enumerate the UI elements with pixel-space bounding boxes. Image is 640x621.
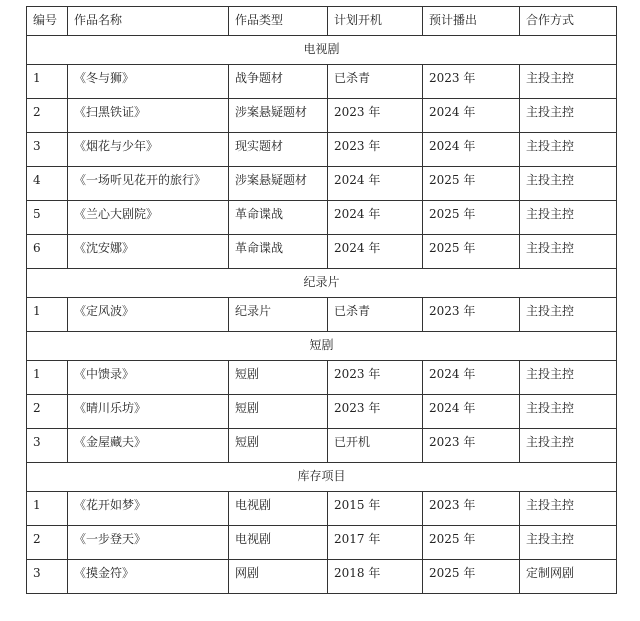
section-header-row (27, 463, 617, 492)
cooperation-cell: 主投主控 (520, 526, 617, 560)
cooperation-cell: 定制网剧 (520, 560, 617, 594)
expected-broadcast-cell: 2025 年 (423, 235, 520, 269)
number-cell: 1 (27, 361, 68, 395)
title-cell: 《一场听见花开的旅行》 (68, 167, 229, 201)
section-header-row (27, 332, 617, 361)
section-title: 短剧 (27, 332, 617, 361)
number-cell: 1 (27, 492, 68, 526)
expected-broadcast-cell: 2024 年 (423, 99, 520, 133)
expected-broadcast-cell: 2023 年 (423, 429, 520, 463)
title-cell: 《摸金符》 (68, 560, 229, 594)
title-cell: 《沈安娜》 (68, 235, 229, 269)
type-cell: 现实题材 (229, 133, 328, 167)
table-row (27, 361, 617, 395)
table-row (27, 65, 617, 99)
header-cell-planned-start: 计划开机 (328, 7, 423, 36)
type-cell: 涉案悬疑题材 (229, 167, 328, 201)
expected-broadcast-cell: 2025 年 (423, 167, 520, 201)
type-cell: 短剧 (229, 429, 328, 463)
table-row (27, 560, 617, 594)
cooperation-cell: 主投主控 (520, 235, 617, 269)
number-cell: 3 (27, 429, 68, 463)
header-cell-number: 编号 (27, 7, 68, 36)
planned-start-cell: 已杀青 (328, 65, 423, 99)
cooperation-cell: 主投主控 (520, 298, 617, 332)
table-row (27, 235, 617, 269)
type-cell: 短剧 (229, 361, 328, 395)
expected-broadcast-cell: 2024 年 (423, 395, 520, 429)
title-cell: 《烟花与少年》 (68, 133, 229, 167)
table-row (27, 492, 617, 526)
type-cell: 涉案悬疑题材 (229, 99, 328, 133)
number-cell: 1 (27, 298, 68, 332)
number-cell: 2 (27, 526, 68, 560)
title-cell: 《定风波》 (68, 298, 229, 332)
planned-start-cell: 2024 年 (328, 201, 423, 235)
cooperation-cell: 主投主控 (520, 429, 617, 463)
title-cell: 《冬与狮》 (68, 65, 229, 99)
type-cell: 革命谍战 (229, 201, 328, 235)
section-header-row (27, 36, 617, 65)
cooperation-cell: 主投主控 (520, 361, 617, 395)
planned-start-cell: 2024 年 (328, 167, 423, 201)
number-cell: 1 (27, 65, 68, 99)
table-row (27, 526, 617, 560)
expected-broadcast-cell: 2023 年 (423, 65, 520, 99)
section-header-row (27, 269, 617, 298)
type-cell: 革命谍战 (229, 235, 328, 269)
planned-start-cell: 2023 年 (328, 395, 423, 429)
table-row (27, 99, 617, 133)
section-title: 库存项目 (27, 463, 617, 492)
expected-broadcast-cell: 2025 年 (423, 560, 520, 594)
table-row (27, 167, 617, 201)
table-row (27, 298, 617, 332)
planned-start-cell: 2018 年 (328, 560, 423, 594)
type-cell: 战争题材 (229, 65, 328, 99)
table-row (27, 395, 617, 429)
cooperation-cell: 主投主控 (520, 395, 617, 429)
planned-start-cell: 2017 年 (328, 526, 423, 560)
number-cell: 3 (27, 133, 68, 167)
section-title: 电视剧 (27, 36, 617, 65)
cooperation-cell: 主投主控 (520, 492, 617, 526)
header-cell-expected-broadcast: 预计播出 (423, 7, 520, 36)
header-cell-type: 作品类型 (229, 7, 328, 36)
title-cell: 《扫黑铁证》 (68, 99, 229, 133)
planned-start-cell: 2015 年 (328, 492, 423, 526)
expected-broadcast-cell: 2025 年 (423, 526, 520, 560)
cooperation-cell: 主投主控 (520, 99, 617, 133)
table-row (27, 429, 617, 463)
cooperation-cell: 主投主控 (520, 65, 617, 99)
number-cell: 3 (27, 560, 68, 594)
title-cell: 《兰心大剧院》 (68, 201, 229, 235)
expected-broadcast-cell: 2024 年 (423, 133, 520, 167)
cooperation-cell: 主投主控 (520, 167, 617, 201)
cooperation-cell: 主投主控 (520, 133, 617, 167)
planned-start-cell: 已开机 (328, 429, 423, 463)
type-cell: 网剧 (229, 560, 328, 594)
cooperation-cell: 主投主控 (520, 201, 617, 235)
works-table (26, 6, 617, 594)
type-cell: 电视剧 (229, 526, 328, 560)
title-cell: 《金屋藏夫》 (68, 429, 229, 463)
number-cell: 2 (27, 99, 68, 133)
title-cell: 《花开如梦》 (68, 492, 229, 526)
expected-broadcast-cell: 2023 年 (423, 492, 520, 526)
planned-start-cell: 2023 年 (328, 133, 423, 167)
title-cell: 《中馈录》 (68, 361, 229, 395)
type-cell: 纪录片 (229, 298, 328, 332)
number-cell: 2 (27, 395, 68, 429)
title-cell: 《晴川乐坊》 (68, 395, 229, 429)
table-row (27, 201, 617, 235)
header-row (27, 7, 617, 36)
type-cell: 电视剧 (229, 492, 328, 526)
expected-broadcast-cell: 2025 年 (423, 201, 520, 235)
number-cell: 6 (27, 235, 68, 269)
expected-broadcast-cell: 2023 年 (423, 298, 520, 332)
section-title: 纪录片 (27, 269, 617, 298)
planned-start-cell: 2024 年 (328, 235, 423, 269)
planned-start-cell: 2023 年 (328, 99, 423, 133)
planned-start-cell: 已杀青 (328, 298, 423, 332)
works-table-body (27, 7, 617, 594)
expected-broadcast-cell: 2024 年 (423, 361, 520, 395)
header-cell-title: 作品名称 (68, 7, 229, 36)
title-cell: 《一步登天》 (68, 526, 229, 560)
type-cell: 短剧 (229, 395, 328, 429)
number-cell: 5 (27, 201, 68, 235)
header-cell-cooperation: 合作方式 (520, 7, 617, 36)
table-row (27, 133, 617, 167)
planned-start-cell: 2023 年 (328, 361, 423, 395)
number-cell: 4 (27, 167, 68, 201)
